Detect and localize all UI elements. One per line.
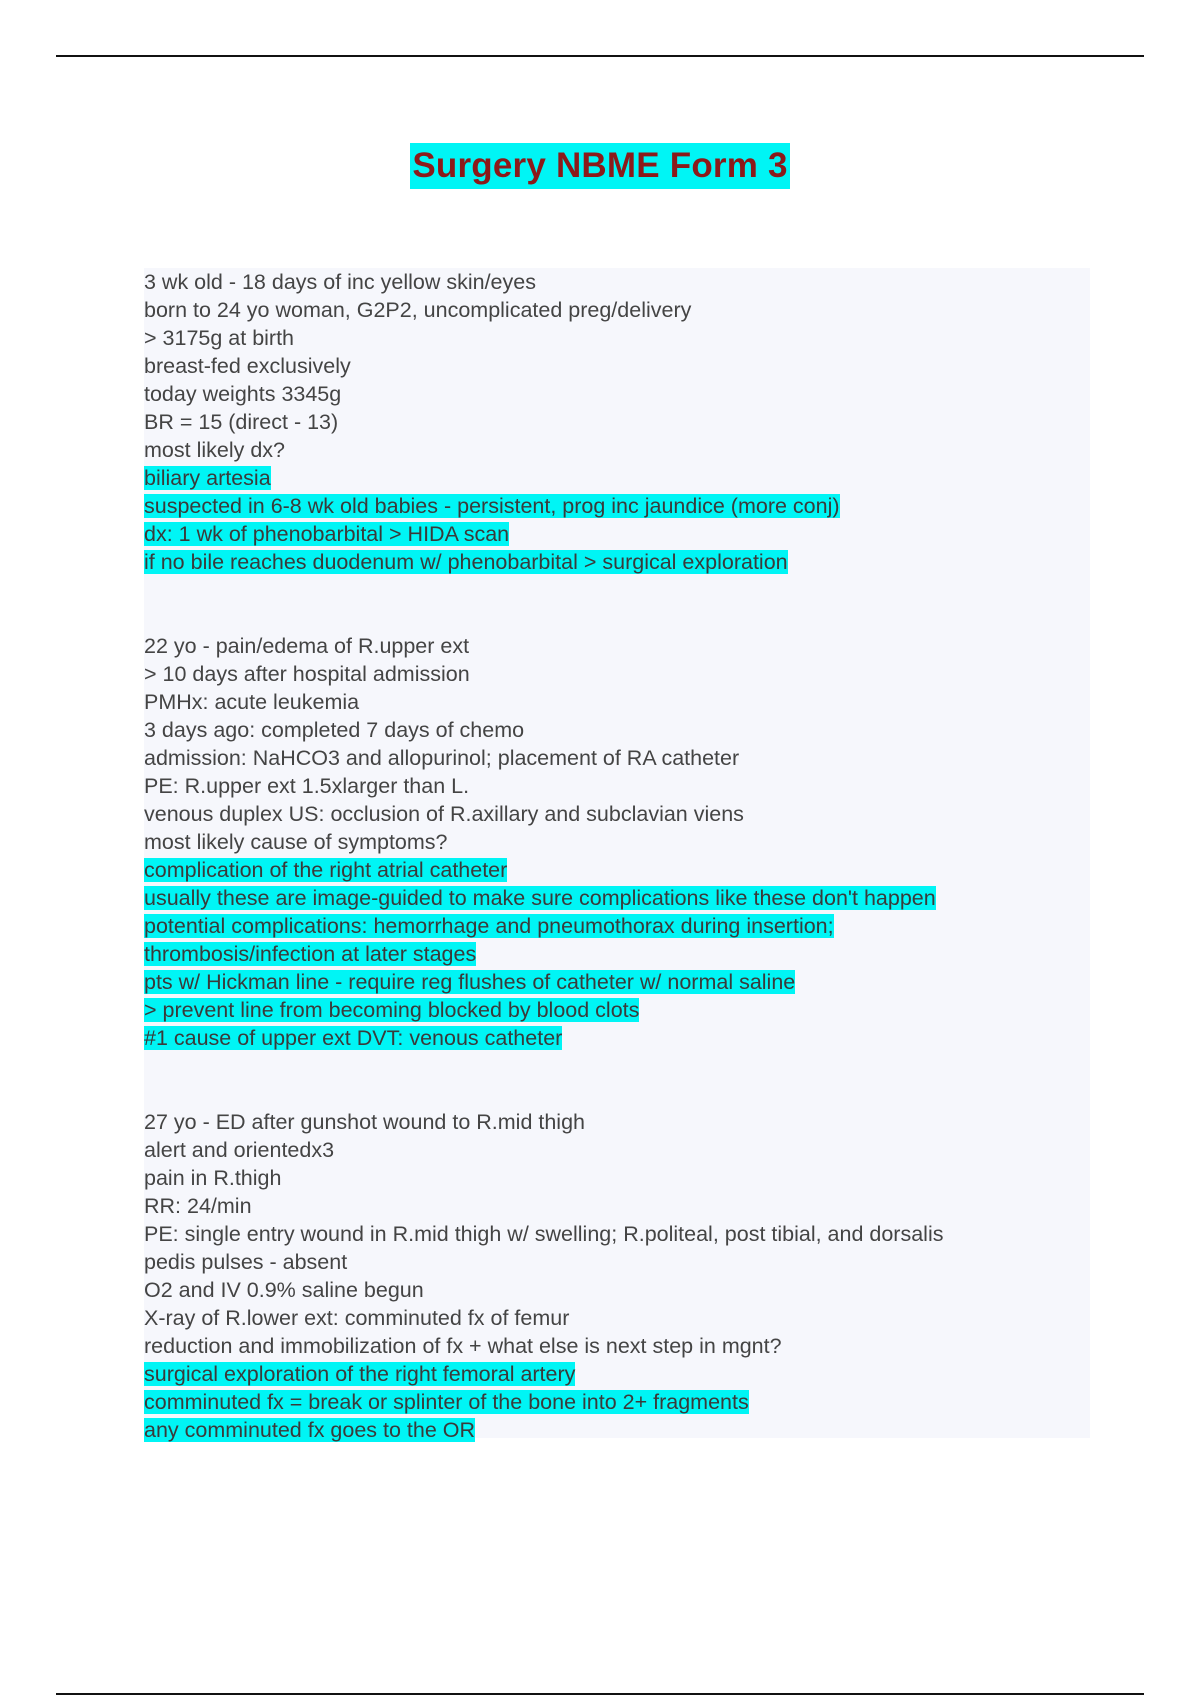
question-line: PMHx: acute leukemia xyxy=(144,690,360,714)
answer-line: thrombosis/infection at later stages xyxy=(144,942,477,966)
question-line: > 10 days after hospital admission xyxy=(144,662,470,686)
question-line: BR = 15 (direct - 13) xyxy=(144,410,339,434)
case-block xyxy=(144,1108,1090,1444)
answer-line: dx: 1 wk of phenobarbital > HIDA scan xyxy=(144,522,510,546)
footer-rule xyxy=(56,1693,1144,1695)
question-line: pedis pulses - absent xyxy=(144,1250,348,1274)
answer-line: if no bile reaches duodenum w/ phenobarbital > surgical exploration xyxy=(144,550,788,574)
question-line: admission: NaHCO3 and allopurinol; placement of RA catheter xyxy=(144,746,740,770)
page-title: Surgery NBME Form 3 xyxy=(410,143,789,189)
header-rule xyxy=(56,55,1144,57)
title-container xyxy=(0,143,1200,189)
answer-line: potential complications: hemorrhage and pneumothorax during insertion; xyxy=(144,914,834,938)
question-line: most likely dx? xyxy=(144,438,285,462)
answer-line: any comminuted fx goes to the OR xyxy=(144,1418,476,1442)
question-line: PE: R.upper ext 1.5xlarger than L. xyxy=(144,774,470,798)
question-line: X-ray of R.lower ext: comminuted fx of femur xyxy=(144,1306,570,1330)
question-line: > 3175g at birth xyxy=(144,326,295,350)
answer-line: pts w/ Hickman line - require reg flushes of catheter w/ normal saline xyxy=(144,970,796,994)
answer-line: complication of the right atrial catheter xyxy=(144,858,508,882)
question-line: 3 wk old - 18 days of inc yellow skin/eyes xyxy=(144,270,536,294)
answer-line: usually these are image-guided to make sure complications like these don't happen xyxy=(144,886,936,910)
question-line: 3 days ago: completed 7 days of chemo xyxy=(144,718,525,742)
answer-line: suspected in 6-8 wk old babies - persistent, prog inc jaundice (more conj) xyxy=(144,494,840,518)
notes-panel xyxy=(144,268,1090,1442)
case-block xyxy=(144,268,1090,576)
question-line: alert and orientedx3 xyxy=(144,1138,335,1162)
question-line: born to 24 yo woman, G2P2, uncomplicated preg/delivery xyxy=(144,298,692,322)
question-line: today weights 3345g xyxy=(144,382,342,406)
answer-line: #1 cause of upper ext DVT: venous catheter xyxy=(144,1026,563,1050)
question-line: reduction and immobilization of fx + what else is next step in mgnt? xyxy=(144,1334,782,1358)
answer-line: comminuted fx = break or splinter of the bone into 2+ fragments xyxy=(144,1390,749,1414)
question-line: O2 and IV 0.9% saline begun xyxy=(144,1278,424,1302)
answer-line: biliary artesia xyxy=(144,466,271,490)
question-line: 27 yo - ED after gunshot wound to R.mid thigh xyxy=(144,1110,585,1134)
question-line: RR: 24/min xyxy=(144,1194,252,1218)
question-line: most likely cause of symptoms? xyxy=(144,830,448,854)
question-line: 22 yo - pain/edema of R.upper ext xyxy=(144,634,470,658)
case-block xyxy=(144,632,1090,1052)
answer-line: surgical exploration of the right femoral artery xyxy=(144,1362,576,1386)
answer-line: > prevent line from becoming blocked by blood clots xyxy=(144,998,640,1022)
question-line: breast-fed exclusively xyxy=(144,354,351,378)
question-line: pain in R.thigh xyxy=(144,1166,282,1190)
question-line: PE: single entry wound in R.mid thigh w/ swelling; R.politeal, post tibial, and dorsalis xyxy=(144,1222,944,1246)
question-line: venous duplex US: occlusion of R.axillary and subclavian viens xyxy=(144,802,744,826)
